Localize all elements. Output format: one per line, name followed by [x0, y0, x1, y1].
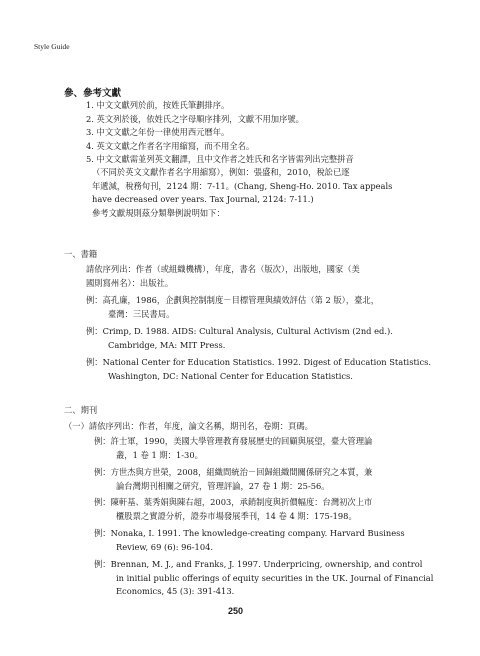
book-example-1-line-2: 臺灣：三民書局。	[108, 308, 175, 319]
journal-example-2	[94, 466, 372, 493]
book-example-3-line-1: 例：National Center for Education Statistics. 1992. Digest of Education Statistics.	[86, 357, 431, 367]
rule-5-line-2: （不同於英文文獻作者名字用縮寫），例如：張盛和，2010，稅訟已逐	[92, 167, 350, 177]
rules-note: 參考文獻規則茲分類舉例說明如下：	[92, 208, 225, 218]
journal-example-5-line-3: Economics, 45 (3): 391-413.	[116, 586, 235, 596]
page-number: 250	[228, 606, 244, 616]
rule-2: 2. 英文列於後，依姓氏之字母順序排列，文獻不用加序號。	[86, 113, 304, 124]
section-title: 參、參考文獻	[64, 88, 122, 99]
books-heading: 一、書籍	[64, 249, 98, 259]
rule-5-line-4: have decreased over years. Tax Journal, 2124: 7-11.)	[92, 194, 314, 204]
journal-example-4-line-2: Review, 69 (6): 96-104.	[116, 541, 214, 552]
journal-example-2-line-1: 例：方世杰與方世榮，2008，組織間統治－回歸組織間關係研究之本質，兼	[94, 467, 373, 477]
journal-example-5-line-2: in initial public offerings of equity securities in the UK. Journal of Financial	[116, 572, 434, 583]
journal-example-3	[94, 496, 372, 523]
book-example-1	[86, 294, 379, 321]
journal-example-5-line-1: 例：Brennan, M. J., and Franks, J. 1997. Underpricing, ownership, and control	[94, 559, 423, 569]
book-example-3	[86, 356, 431, 383]
book-example-2	[86, 325, 393, 352]
journals-heading: 二、期刊	[64, 405, 98, 415]
books-format	[86, 263, 360, 290]
journal-example-1	[94, 435, 372, 462]
journals-format: （一）請依序列出：作者，年度，論文名稱，期刊名，卷期：頁碼。	[64, 421, 313, 431]
book-example-2-line-1: 例：Crimp, D. 1988. AIDS: Cultural Analysis, Cultural Activism (2nd ed.).	[86, 326, 393, 336]
journal-example-5	[94, 558, 433, 599]
journal-example-1-line-2: 叢，1 卷 1 期：1-30。	[116, 449, 203, 460]
rule-5-continuation	[92, 166, 392, 207]
rule-5: 5. 中文文獻需並列英文翻譯，且中文作者之姓氏和名字皆需列出完整拼音	[86, 154, 354, 164]
rule-4: 4. 英文文獻之作者名字用縮寫，而不用全名。	[86, 140, 255, 151]
journal-example-4	[94, 527, 405, 554]
journal-example-3-line-1: 例：陳軒基、葉秀娟與陳右超，2003，承銷制度與折價幅度：台灣初次上市	[94, 497, 373, 507]
rule-3: 3. 中文文獻之年份一律使用西元曆年。	[86, 127, 230, 137]
journal-example-2-line-2: 論台灣期刊相關之研究，管理評論，27 卷 1 期：25-56。	[116, 480, 330, 491]
books-format-line-2: 國則寫州名）：出版社。	[86, 277, 174, 288]
journal-example-4-line-1: 例：Nonaka, I. 1991. The knowledge-creating company. Harvard Business	[94, 528, 405, 538]
journal-example-1-line-1: 例：許士軍，1990，美國大學管理教育發展歷史的回顧與展望，臺大管理論	[94, 436, 373, 446]
rule-1: 1. 中文文獻列於前，按姓氏筆劃排序。	[86, 100, 230, 110]
book-example-3-line-2: Washington, DC: National Center for Education Statistics.	[108, 370, 353, 381]
books-format-line-1: 請依序列出：作者（或組織機構），年度，書名（版次），出版地，國家（美	[86, 264, 360, 274]
rule-5-line-3: 年遞減，稅務旬刊，2124 期：7-11。(Chang, Sheng-Ho. 2010. Tax appeals	[92, 180, 393, 191]
journal-example-3-line-2: 櫃股票之實證分析，證券市場發展季刊，14 卷 4 期：175-198。	[116, 510, 357, 521]
running-header: Style Guide	[34, 42, 70, 51]
rules-list	[86, 99, 354, 167]
book-example-2-line-2: Cambridge, MA: MIT Press.	[108, 339, 226, 350]
book-example-1-line-1: 例：高孔廉，1986，企劃與控制制度－目標管理與績效評估（第 2 版），臺北，	[86, 295, 380, 305]
